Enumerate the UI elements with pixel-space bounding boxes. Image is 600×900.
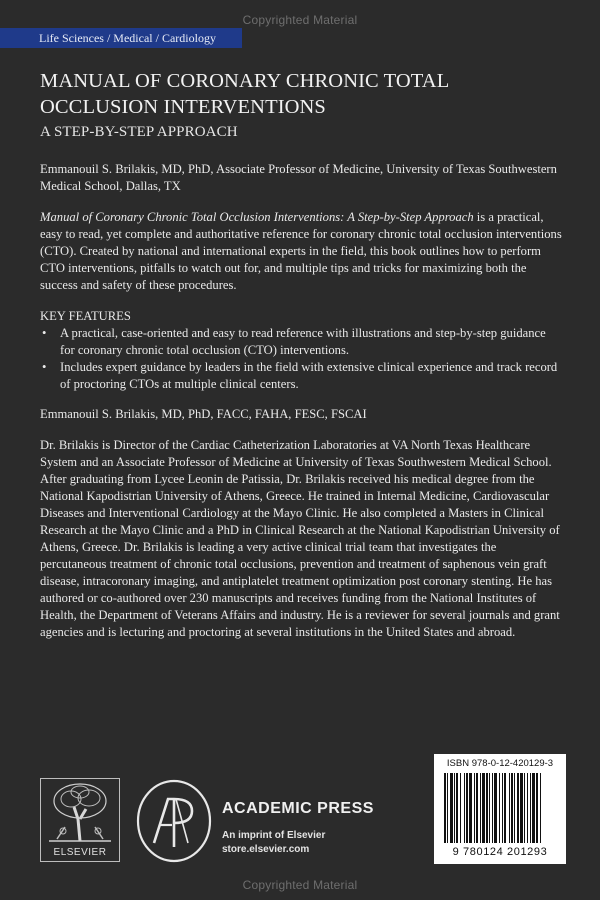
barcode-bar — [444, 773, 446, 843]
barcode-bar — [480, 773, 481, 843]
bullet-icon: • — [42, 326, 47, 340]
barcode-bar — [502, 773, 503, 843]
key-feature-item — [40, 359, 562, 393]
copyright-watermark-top: Copyrighted Material — [242, 13, 358, 27]
barcode-bar — [489, 773, 490, 843]
description-book-title: Manual of Coronary Chronic Total Occlusion Interventions: A Step-by-Step Approach — [40, 210, 474, 224]
barcode-bar — [454, 773, 455, 843]
copyright-watermark-bottom: Copyrighted Material — [242, 878, 358, 892]
academic-press-ap-icon — [134, 777, 214, 865]
barcode-bar — [456, 773, 458, 843]
barcode-bar — [499, 773, 500, 843]
barcode-bar — [482, 773, 485, 843]
description-text: is a practical, easy to read, yet complete and authoritative reference for coronary chronic total occlusion interventions (CTO). Created by national and international experts in the field, this book outlines how to perform CTO interventions, pitfalls to watch out for, and multiple tips and tricks for maximizing both the success and safety of these procedures. — [40, 210, 562, 292]
key-features-heading: KEY FEATURES — [40, 309, 131, 323]
barcode-bar — [464, 773, 465, 843]
author-credentials: Emmanouil S. Brilakis, MD, PhD, FACC, FAHA, FESC, FSCAI — [40, 407, 367, 421]
barcode-bar — [469, 773, 472, 843]
back-cover-content — [40, 60, 562, 641]
key-feature-text: A practical, case-oriented and easy to read reference with illustrations and step-by-step guidance for coronary chronic total occlusion (CTO) interventions. — [60, 326, 546, 357]
barcode-bar — [466, 773, 468, 843]
barcode-bar — [494, 773, 497, 843]
barcode-bar — [474, 773, 475, 843]
barcode-bar — [447, 773, 448, 843]
barcode-bar — [504, 773, 506, 843]
elsevier-logo — [40, 778, 120, 862]
author-affiliation: Emmanouil S. Brilakis, MD, PhD, Associate Professor of Medicine, University of Texas Southwestern Medical School, Dallas, TX — [40, 162, 557, 193]
key-feature-item — [40, 325, 562, 359]
barcode-digits: 9 780124 201293 — [452, 846, 548, 858]
key-features-list — [40, 325, 562, 393]
barcode-bar — [509, 773, 510, 843]
barcode-bar — [536, 773, 538, 843]
bullet-icon: • — [42, 360, 47, 374]
barcode-bar — [524, 773, 525, 843]
book-description — [40, 209, 562, 294]
barcode-icon — [442, 773, 558, 845]
barcode-bar — [530, 773, 531, 843]
barcode-bar — [514, 773, 515, 843]
barcode-bar — [527, 773, 528, 843]
barcode-bar — [492, 773, 493, 843]
publisher-name: ACADEMIC PRESS — [222, 800, 374, 817]
publisher-imprint: An imprint of Elsevier — [222, 830, 326, 841]
elsevier-wordmark: ELSEVIER — [53, 847, 107, 858]
isbn-barcode-box — [434, 754, 566, 864]
barcode-bar — [511, 773, 513, 843]
author-biography: Dr. Brilakis is Director of the Cardiac Catheterization Laboratories at VA North Texas Healthcare System and an Associate Professor of Medicine at University of Texas Southwestern Medical School. After graduating from Lycee Leonin de Patissia, Dr. Brilakis received his medical degree from the National Kapodistrian University of Athens, Greece. He trained in Internal Medicine, Cardiovascular Diseases and Interventional Cardiology at the Mayo Clinic. He also completed a Masters in Clinical Research at the Mayo Clinic and a PhD in Clinical Research at the National Kapodistrian University of Athens, Greece. Dr. Brilakis is leading a very active clinical trial team that investigates the percutaneous treatment of chronic total occlusions, prevention and treatment of saphenous vein graft disease, intracoronary imaging, and antiplatelet treatment optimization post coronary stenting. He has authored or co-authored over 230 manuscripts and receives funding from the National Institutes of Health, the Department of Veterans Affairs and industry. He is a reviewer for several journals and grant agencies and is lecturing and proctoring at several institutions in the United States and abroad. — [40, 438, 560, 639]
barcode-bar — [520, 773, 523, 843]
barcode-bar — [532, 773, 535, 843]
barcode-bar — [486, 773, 488, 843]
barcode-bar — [450, 773, 453, 843]
barcode-bar — [517, 773, 519, 843]
barcode-bar — [540, 773, 541, 843]
book-subtitle: A STEP-BY-STEP APPROACH — [40, 124, 238, 140]
barcode-bar — [476, 773, 478, 843]
barcode-bar — [460, 773, 461, 843]
key-feature-text: Includes expert guidance by leaders in the field with extensive clinical experience and track record of proctoring CTOs at multiple clinical centers. — [60, 360, 558, 391]
isbn-number: ISBN 978-0-12-420129-3 — [446, 758, 554, 769]
book-title: MANUAL OF CORONARY CHRONIC TOTAL OCCLUSION INTERVENTIONS — [40, 70, 449, 118]
elsevier-tree-icon — [41, 779, 119, 845]
category-band: Life Sciences / Medical / Cardiology — [0, 28, 242, 48]
publisher-website: store.elsevier.com — [222, 844, 310, 855]
